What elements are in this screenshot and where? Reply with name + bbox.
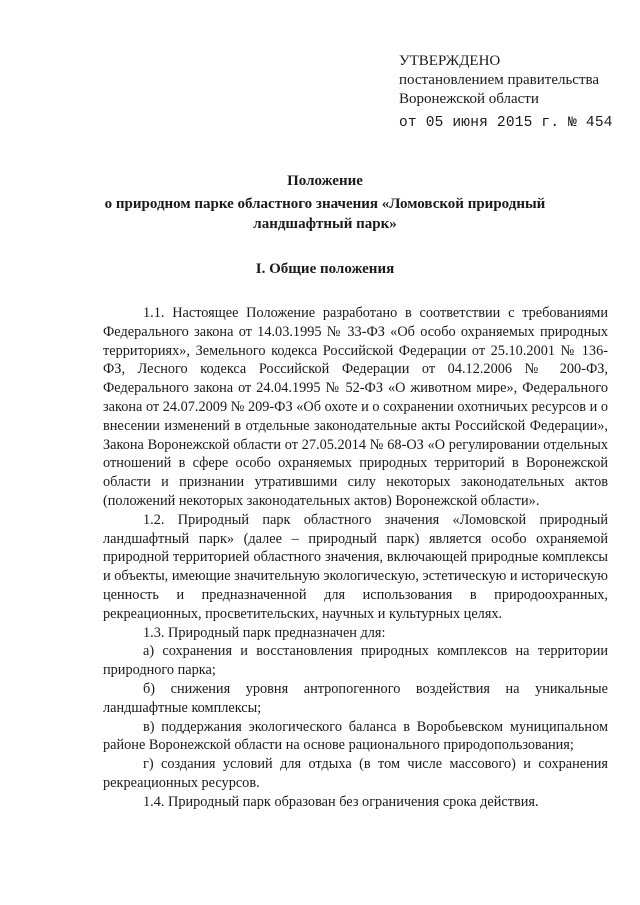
section-body — [103, 304, 608, 812]
paragraph-1-1: 1.1. Настоящее Положение разработано в соответствии с требованиями Федерального закона от 14.03.1995 № 33-ФЗ «Об особо охраняемых природных территориях», Земельного кодекса Российской Федерации от 25.10.2001 № 136-ФЗ, Лесного кодекса Российской Федерации от 04.12.2006 № 200-ФЗ, Федерального закона от 24.04.1995 № 52-ФЗ «О животном мире», Федерального закона от 24.07.2009 № 209-ФЗ «Об охоте и о сохранении охотничьих ресурсов и о внесении изменений в отдельные законодательные акты Российской Федерации», Закона Воронежской области от 27.05.2014 № 68-ОЗ «О регулировании отдельных отношений в сфере особо охраняемых природных территорий в Воронежской области и признании утратившими силу некоторых законодательных актов (положений некоторых законодательных актов) Воронежской области». — [103, 305, 608, 509]
document-subtitle: о природном парке областного значения «Ломовской природный ландшафтный парк» — [104, 196, 546, 232]
list-item-b: б) снижения уровня антропогенного воздействия на уникальные ландшафтные комплексы; — [103, 680, 608, 716]
paragraph-1-3: 1.3. Природный парк предназначен для: — [143, 624, 386, 641]
list-item-v: в) поддержания экологического баланса в Воробьевском муниципальном районе Воронежской области на основе рационального природопользования; — [103, 718, 608, 754]
approval-line-resolution: постановлением правительства — [399, 72, 600, 88]
approval-line-region: Воронежской области — [399, 91, 539, 107]
approval-date-stamp: от 05 июня 2015 г. № 454 — [399, 115, 613, 131]
paragraph-1-4: 1.4. Природный парк образован без ограничения срока действия. — [143, 793, 539, 810]
section-heading: I. Общие положения — [255, 261, 395, 277]
list-item-a: а) сохранения и восстановления природных комплексов на территории природного парка; — [103, 643, 608, 679]
document-title: Положение — [287, 173, 363, 189]
paragraph-1-2: 1.2. Природный парк областного значения «Ломовской природный ландшафтный парк» (далее – природный парк) является особо охраняемой природной территорией областного значения, включающей природные комплексы и объекты, имеющие значительную экологическую, эстетическую и историческую ценность и предназначенной для использования в природоохранных, рекреационных, просветительских, научных и культурных целях. — [103, 511, 608, 622]
list-item-g: г) создания условий для отдыха (в том числе массового) и сохранения рекреационных ресурсов. — [103, 756, 608, 791]
approval-title: УТВЕРЖДЕНО — [399, 53, 501, 69]
approval-block — [399, 52, 629, 133]
